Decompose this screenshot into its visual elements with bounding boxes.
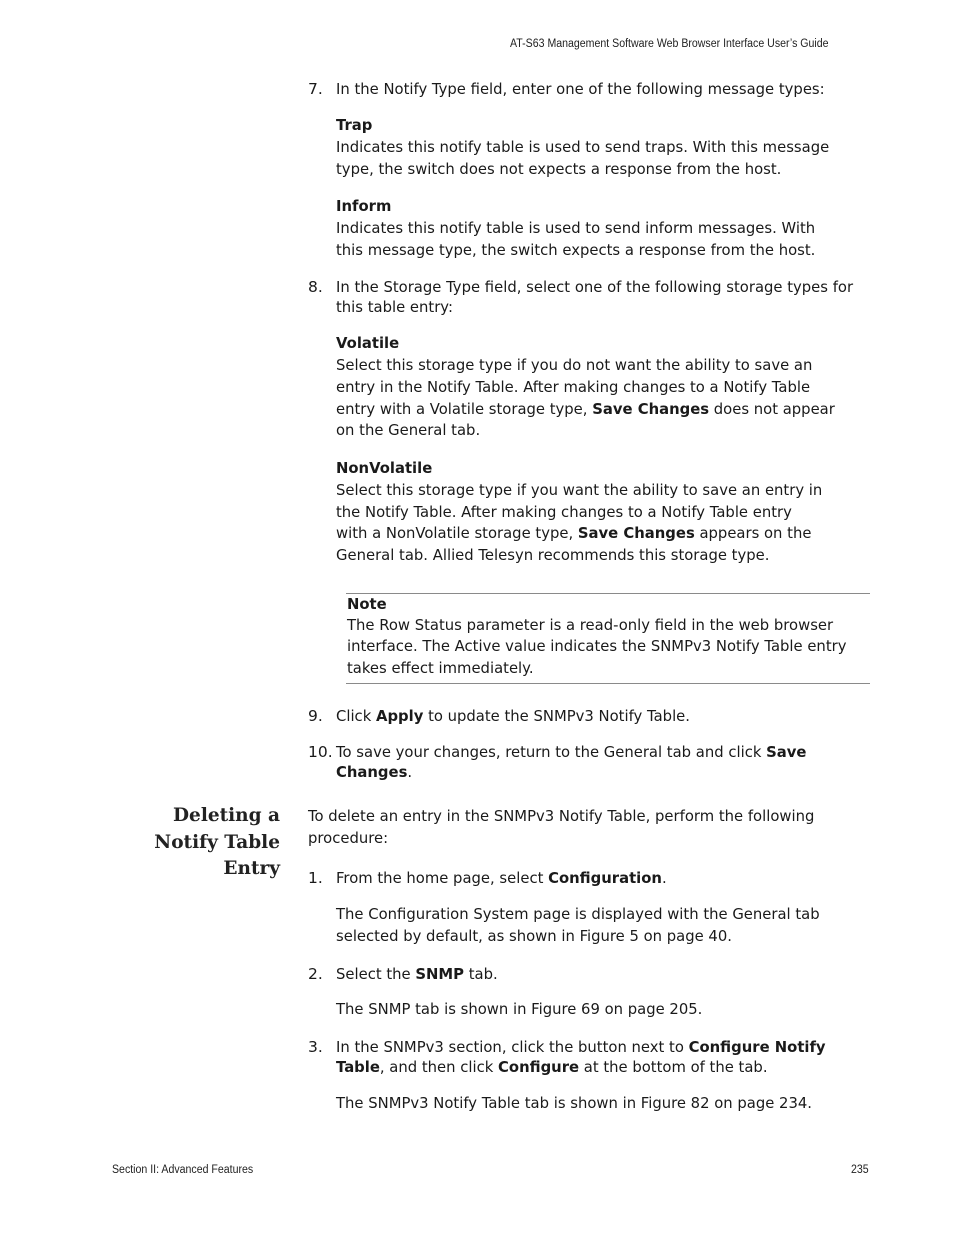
nonvolatile-desc-line-1: Select this storage type if you want the ability to save an entry in — [336, 481, 823, 499]
note-top-rule — [346, 593, 870, 594]
step-8-number: 8. — [308, 278, 323, 296]
inform-desc-line-2: this message type, the switch expects a response from the host. — [336, 241, 816, 259]
step-8-line-1: In the Storage Type field, select one of the following storage types for — [336, 278, 854, 296]
trap-desc-line-2: type, the switch does not expects a response from the host. — [336, 160, 782, 178]
volatile-desc-line-3: entry with a Volatile storage type, Save Changes does not appear — [336, 400, 835, 418]
volatile-term: Volatile — [336, 334, 400, 352]
step-10-line-1: To save your changes, return to the General tab and click Save — [336, 743, 807, 761]
delete-step-3-result: The SNMPv3 Notify Table tab is shown in Figure 82 on page 234. — [336, 1094, 813, 1112]
delete-step-3-line-2: Table, and then click Configure at the bottom of the tab. — [336, 1058, 768, 1076]
step-8-line-2: this table entry: — [336, 298, 453, 316]
volatile-desc-line-2: entry in the Notify Table. After making changes to a Notify Table — [336, 378, 811, 396]
delete-step-2-text: Select the SNMP tab. — [336, 965, 498, 983]
note-line-3: takes effect immediately. — [347, 659, 534, 677]
note-title: Note — [347, 595, 387, 613]
step-10-number: 10. — [308, 743, 333, 761]
note-line-2: interface. The Active value indicates the SNMPv3 Notify Table entry — [347, 637, 847, 655]
inform-desc-line-1: Indicates this notify table is used to send inform messages. With — [336, 219, 816, 237]
page-number: 235 — [851, 1164, 869, 1176]
delete-step-1-number: 1. — [308, 869, 323, 887]
delete-step-2-result: The SNMP tab is shown in Figure 69 on page 205. — [336, 1000, 703, 1018]
section-intro-line-2: procedure: — [308, 829, 389, 847]
trap-term: Trap — [336, 116, 373, 134]
footer-section: Section II: Advanced Features — [112, 1164, 254, 1176]
trap-desc-line-1: Indicates this notify table is used to send traps. With this message — [336, 138, 830, 156]
delete-step-1-result-line-2: selected by default, as shown in Figure 5 on page 40. — [336, 927, 732, 945]
volatile-desc-line-1: Select this storage type if you do not want the ability to save an — [336, 356, 813, 374]
step-9-text: Click Apply to update the SNMPv3 Notify Table. — [336, 707, 691, 725]
note-bottom-rule — [346, 683, 870, 684]
delete-step-1-result-line-1: The Configuration System page is displayed with the General tab — [336, 905, 820, 923]
step-7-number: 7. — [308, 80, 323, 98]
note-line-1: The Row Status parameter is a read-only field in the web browser — [347, 616, 834, 634]
delete-step-3-number: 3. — [308, 1038, 323, 1056]
save-changes-ref: Save Changes — [577, 524, 695, 542]
inform-term: Inform — [336, 197, 392, 215]
delete-step-3-line-1: In the SNMPv3 section, click the button next to Configure Notify — [336, 1038, 826, 1056]
nonvolatile-desc-line-2: the Notify Table. After making changes to a Notify Table entry — [336, 503, 792, 521]
volatile-desc-line-4: on the General tab. — [336, 421, 481, 439]
nonvolatile-desc-line-4: General tab. Allied Telesyn recommends this storage type. — [336, 546, 770, 564]
save-changes-ref: Save Changes — [592, 400, 710, 418]
nonvolatile-term: NonVolatile — [336, 459, 433, 477]
running-header: AT-S63 Management Software Web Browser Interface User’s Guide — [510, 38, 829, 50]
apply-ref: Apply — [375, 707, 424, 725]
nonvolatile-desc-line-3: with a NonVolatile storage type, Save Changes appears on the — [336, 524, 812, 542]
step-7-text: In the Notify Type field, enter one of the following message types: — [336, 80, 825, 98]
step-10-line-2: Changes. — [336, 763, 413, 781]
delete-step-1-text: From the home page, select Configuration. — [336, 869, 667, 887]
delete-step-2-number: 2. — [308, 965, 323, 983]
section-heading: Deleting a Notify Table Entry — [154, 805, 280, 879]
section-intro-line-1: To delete an entry in the SNMPv3 Notify Table, perform the following — [308, 807, 815, 825]
step-9-number: 9. — [308, 707, 323, 725]
